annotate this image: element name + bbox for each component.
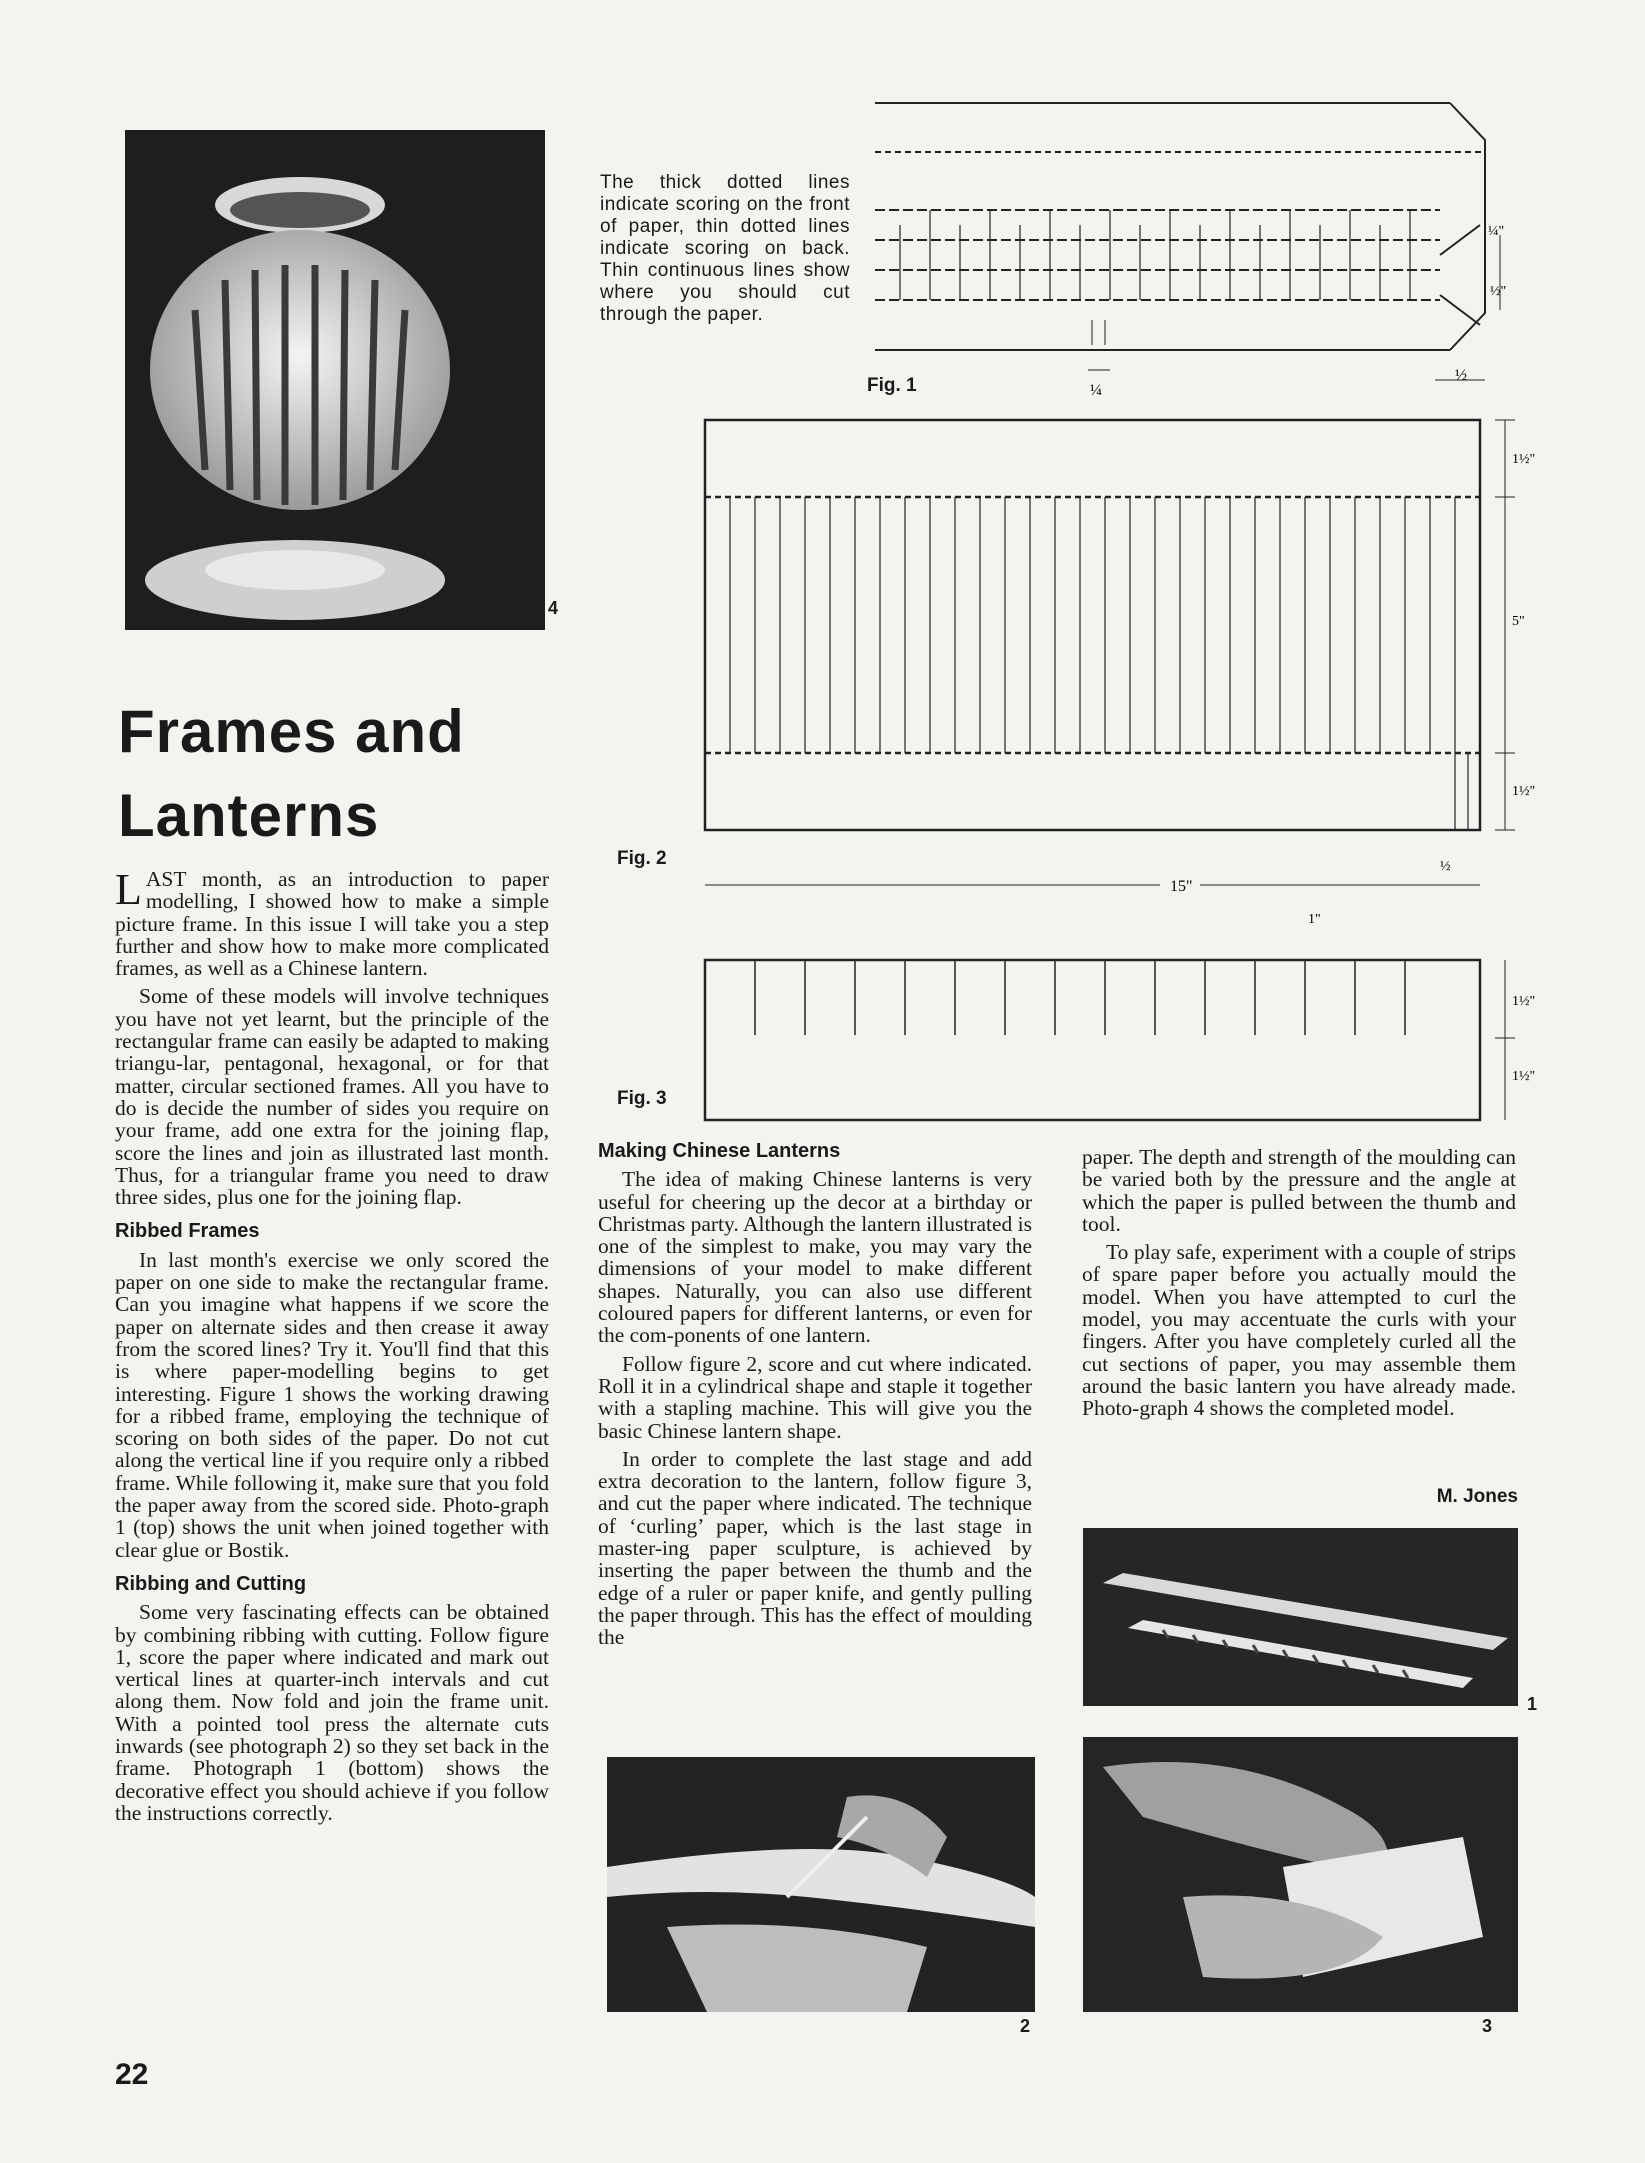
photo-3 xyxy=(1083,1737,1518,2012)
fig2-dim-width: 15" xyxy=(1170,878,1193,895)
paragraph-chinese-5: To play safe, experiment with a couple of strips of spare paper before you actually mould the model. When you have attempted to curl the model, you may accentuate the curls with your fingers. After you have completely curled all the cut sections of paper, you may assemble them around the basic lantern you have already made. Photo-graph 4 shows the completed model. xyxy=(1082,1240,1516,1421)
paragraph-ribbed: In last month's exercise we only scored the paper on one side to make the rectangular frame. Can you imagine what happens if we score the paper on alternate sides and then crease it away from the scored lines? Try it. You'll find that this is where paper-modelling begins to get interesting. Figure 1 shows the working drawing for a ribbed frame, employing the technique of scoring on both sides of the paper. Do not cut along the vertical line if you require only a ribbed frame. While following it, make sure that you fold the paper away from the scored side. Photo-graph 1 (top) shows the unit when joined together with clear glue or Bostik. xyxy=(115,1247,549,1562)
fig2-dim-flap: ½ xyxy=(1440,859,1451,874)
paragraph-2: Some of these models will involve techniques you have not yet learnt, but the principle of the rectangular frame can easily be adapted to making triangu-lar, pentagonal, hexagonal, or for that matter, circular sectioned frames. All you have to do is decide the number of sides you require on your frame, add one extra for the joining flap, score the lines and join as illustrated last month. Thus, for a triangular frame you need to draw three sides, plus one for the joining flap. xyxy=(115,984,549,1210)
fig1-dim-half-in: ½" xyxy=(1490,284,1507,299)
fig1-dim-quarter-in: ¼" xyxy=(1488,224,1505,239)
fig3-dim-top: 1½" xyxy=(1512,994,1536,1009)
fig2-dim-top: 1½" xyxy=(1512,452,1536,467)
fig1-dim-half: ½ xyxy=(1455,367,1467,384)
title-line-1: Frames and xyxy=(118,698,465,765)
middle-column xyxy=(598,1140,1032,1655)
fig-2-label: Fig. 2 xyxy=(617,848,667,869)
fig1-dim-quarter: ¼ xyxy=(1090,382,1102,399)
lantern-illustration xyxy=(125,130,545,630)
figure-3-diagram xyxy=(700,950,1536,1120)
paragraph-cutting: Some very fascinating effects can be obtained by combining ribbing with cutting. Follow figure 1, score the paper where indicated and mark out vertical lines at quarter-inch intervals and cut along them. Now fold and join the frame unit. With a pointed tool press the alternate cuts inwards (see photograph 2) so they set back in the frame. Photograph 1 (bottom) shows the decorative effect you should achieve if you follow the instructions correctly. xyxy=(115,1600,549,1825)
author-name: M. Jones xyxy=(1436,1486,1518,1507)
article-title xyxy=(118,690,548,858)
heading-chinese-lanterns: Making Chinese Lanterns xyxy=(598,1140,841,1162)
photo-2-number: 2 xyxy=(1020,2016,1031,2036)
drop-cap: L xyxy=(115,865,142,914)
photo-1-number: 1 xyxy=(1527,1694,1538,1714)
heading-ribbing-cutting: Ribbing and Cutting xyxy=(115,1572,307,1595)
fig2-dim-one-inch: 1" xyxy=(1308,912,1321,927)
fig-3-label: Fig. 3 xyxy=(617,1088,667,1109)
fig-1-label: Fig. 1 xyxy=(867,375,917,396)
paragraph-chinese-2: Follow figure 2, score and cut where indicated. Roll it in a cylindrical shape and staple it together with a stapling machine. This will give you the basic Chinese lantern shape. xyxy=(598,1351,1032,1443)
fig2-dim-bottom: 1½" xyxy=(1512,784,1536,799)
paragraph-chinese-3: In order to complete the last stage and add extra decoration to the lantern, follow figure 3, and cut the paper where indicated. The technique of ‘curling’ paper, which is the last stage in master-ing paper sculpture, is achieved by inserting the paper between the thumb and the edge of a ruler or paper knife, and gently pulling the paper through. This has the effect of moulding the xyxy=(598,1446,1032,1650)
fig2-dim-height: 5" xyxy=(1512,614,1525,629)
photo-1 xyxy=(1083,1528,1518,1706)
right-column xyxy=(1082,1146,1516,1426)
figure-1-diagram xyxy=(860,95,1510,405)
title-line-2: Lanterns xyxy=(118,782,380,849)
intro-text: AST month, as an introduction to paper modelling, I showed how to make a simple picture frame. In this issue I will take you a step further and show how to make more complicated frames, as well as a Chinese lantern. xyxy=(115,867,549,981)
page-number: 22 xyxy=(115,2058,149,2091)
figure-caption: The thick dotted lines indicate scoring on the front of paper, thin dotted lines indicate scoring on back. Thin continuous lines show where you should cut through the paper. xyxy=(600,172,850,325)
heading-ribbed-frames: Ribbed Frames xyxy=(115,1220,260,1243)
paragraph-chinese-4: paper. The depth and strength of the moulding can be varied both by the pressure and the angle at which the paper is pulled between the thumb and tool. xyxy=(1082,1145,1516,1236)
figure-2-diagram xyxy=(700,415,1536,945)
intro-paragraph xyxy=(115,865,549,981)
fig3-dim-bottom: 1½" xyxy=(1512,1069,1536,1084)
left-column xyxy=(115,865,549,1830)
lantern-photo xyxy=(125,130,545,630)
photo-4-number: 4 xyxy=(548,598,559,618)
photo-2 xyxy=(607,1757,1035,2012)
paragraph-chinese-1: The idea of making Chinese lanterns is very useful for cheering up the decor at a birthday or Christmas party. Although the lantern illustrated is one of the simplest to make, you may vary the dimensions of your model to make different shapes. Naturally, you can also use different coloured papers for different lanterns, or even for the com-ponents of one lantern. xyxy=(598,1167,1032,1348)
photo-3-number: 3 xyxy=(1482,2016,1493,2036)
